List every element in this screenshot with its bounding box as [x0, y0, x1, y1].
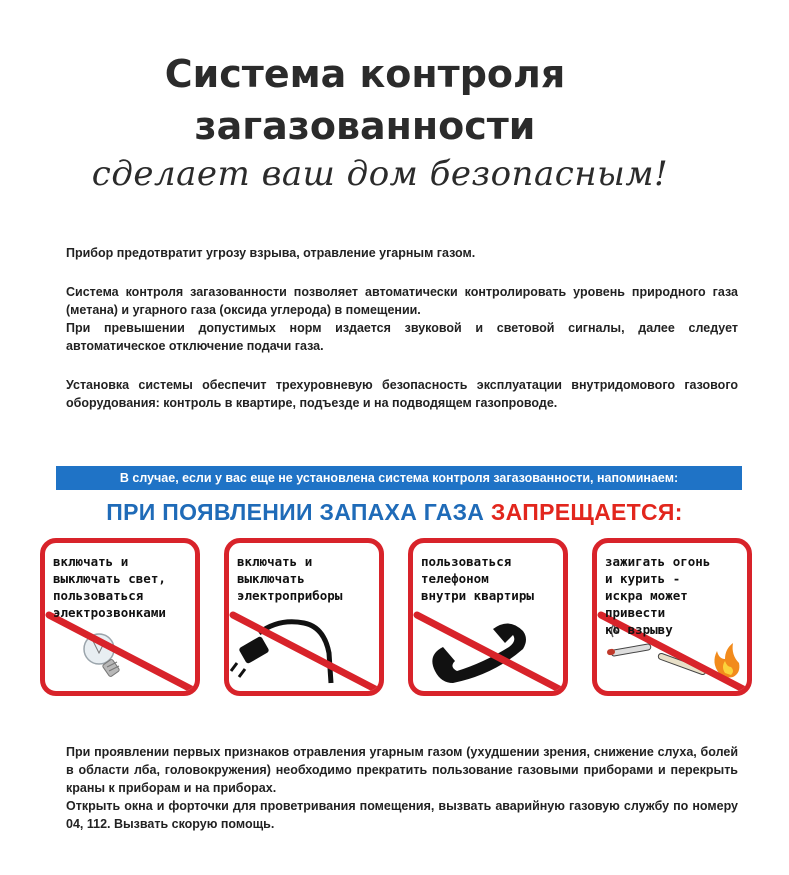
advice-paragraph-2: Открыть окна и форточки для проветривания помещения, вызвать аварийную газовую службу по номеру 04, 112. Вызвать скорую помощь.: [66, 799, 738, 831]
page-subtitle: сделает ваш дом безопасным!: [91, 154, 669, 194]
intro-paragraph-3: При превышении допустимых норм издается звуковой и световой сигналы, далее следует автоматическое отключение подачи газа.: [66, 321, 738, 353]
intro-paragraph-1: Прибор предотвратит угрозу взрыва, отравление угарным газом.: [66, 246, 476, 260]
page-title-line1: Система контроля: [164, 52, 566, 96]
prohibition-card-phone: [408, 538, 568, 696]
prohibition-text: зажигать огонь и курить - искра может привести ко взрыву: [605, 554, 711, 637]
intro-paragraph-2: Система контроля загазованности позволяет автоматически контролировать уровень природного газа (метана) и угарного газа (оксида углерода) в помещении.: [66, 285, 738, 317]
prohibition-card-appliances: [224, 538, 384, 696]
warning-heading-part1: ПРИ ПОЯВЛЕНИИ ЗАПАХА ГАЗА: [106, 499, 491, 525]
advice-paragraph-1: При проявлении первых признаков отравления угарным газом (ухудшении зрения, снижение слуха, болей в области лба, головокружения) необходимо прекратить пользование газовыми приборами и перекрыть краны к приборам и на приборах.: [66, 745, 738, 795]
prohibitions-row: [40, 538, 752, 698]
warning-heading: [0, 499, 789, 526]
intro-paragraph-4: Установка системы обеспечит трехуровневую безопасность эксплуатации внутридомового газового оборудования: контроль в квартире, подъезде и на подводящем газопроводе.: [66, 378, 738, 410]
warning-heading-forbidden: ЗАПРЕЩАЕТСЯ:: [490, 499, 683, 525]
prohibition-card-fire: [592, 538, 752, 696]
page-title-line2: загазованности: [194, 104, 536, 148]
reminder-banner: В случае, если у вас еще не установлена система контроля загазованности, напоминаем:: [56, 466, 742, 490]
prohibition-card-light: [40, 538, 200, 696]
prohibition-text: пользоваться телефоном внутри квартиры: [421, 554, 534, 603]
prohibition-text: включать и выключать свет, пользоваться электрозвонками: [53, 554, 166, 620]
prohibition-text: включать и выключать электроприборы: [237, 554, 343, 603]
